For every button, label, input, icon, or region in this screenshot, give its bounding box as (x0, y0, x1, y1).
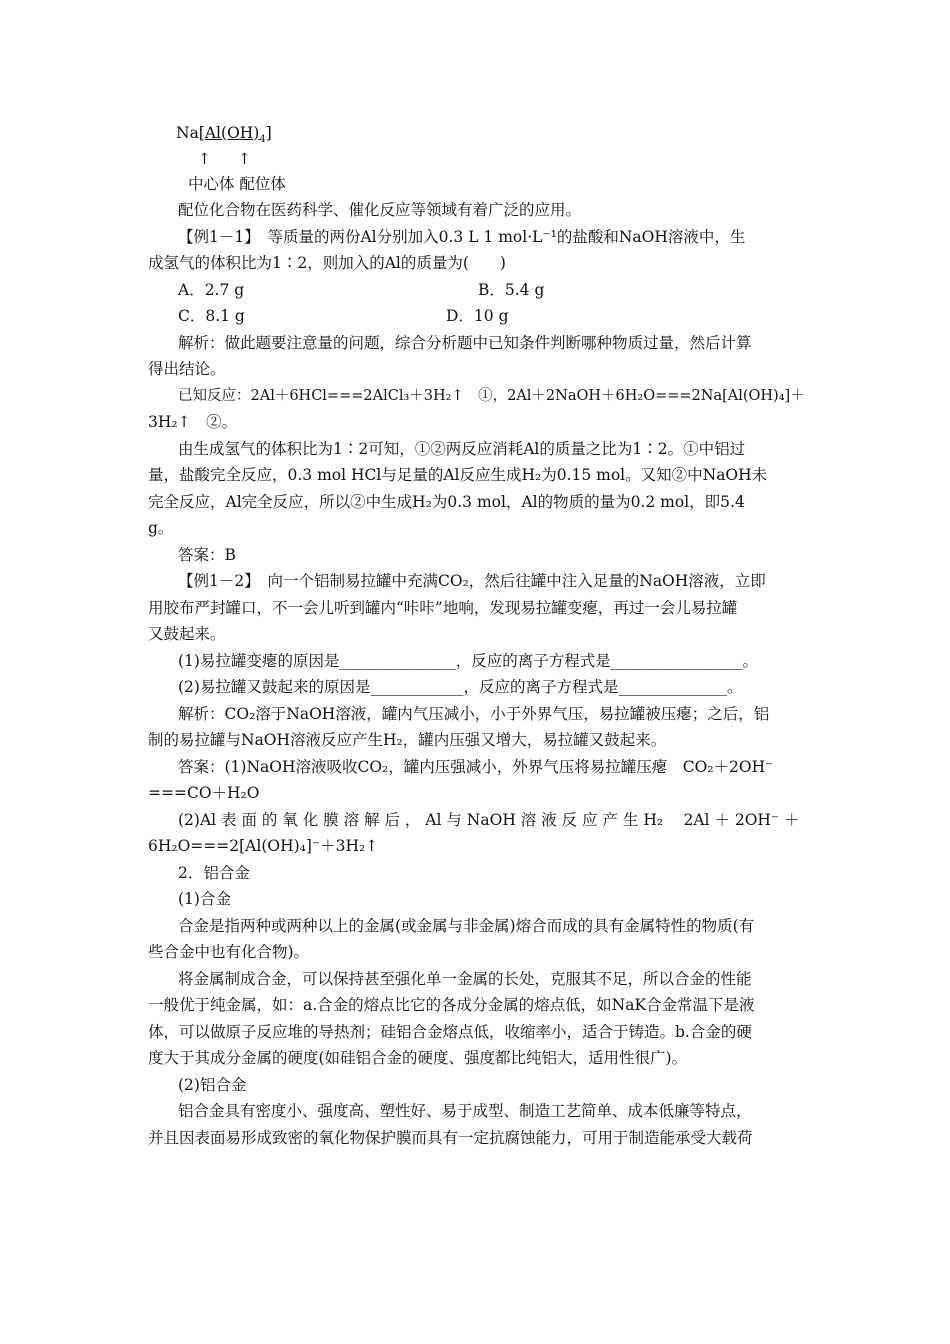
paragraph-line: 铝合金具有密度小、强度高、塑性好、易于成型、制造工艺简单、成本低廉等特点， (178, 1102, 752, 1120)
formula-oh: (OH) (221, 124, 260, 142)
options-row-1 (148, 277, 808, 304)
calculation-line: g。 (148, 519, 174, 537)
answer-line: ===CO＋H₂O (148, 784, 260, 802)
option-c: C．8.1 g (178, 307, 245, 325)
answer-line: 6H₂O===2[Al(OH)₄]⁻＋3H₂↑ (148, 837, 379, 855)
option-a: A．2.7 g (178, 280, 245, 299)
calculation-line: 量，盐酸完全反应，0.3 mol HCl与足量的Al反应生成H₂为0.15 mol。又知②中NaOH未 (148, 466, 768, 484)
document-body (148, 120, 808, 1151)
calculation-line: 完全反应，Al完全反应，所以②中生成H₂为0.3 mol，Al的物质的量为0.2 mol，即5.4 (148, 492, 745, 511)
example-heading: 【例1－1】 等质量的两份Al分别加入0.3 L 1 mol·L⁻¹的盐酸和NaOH溶液中，生 (178, 227, 746, 246)
analysis-line: 制的易拉罐与NaOH溶液反应产生H₂，罐内压强又增大，易拉罐又鼓起来。 (148, 731, 667, 749)
paragraph-line: 些合金中也有化合物)。 (148, 943, 310, 961)
section-heading: 2．铝合金 (178, 863, 250, 882)
question-1: (1)易拉罐变瘪的原因是_______________，反应的离子方程式是_________________。 (178, 651, 758, 670)
formula-na: Na[ (176, 124, 205, 142)
subsection-heading: (2)铝合金 (178, 1075, 247, 1094)
question-2: (2)易拉罐又鼓起来的原因是____________，反应的离子方程式是______________。 (178, 678, 743, 696)
options-row-2 (148, 303, 808, 330)
formula-al: Al (204, 124, 222, 142)
example-heading: 【例1－2】 向一个铝制易拉罐中充满CO₂，然后往罐中注入足量的NaOH溶液，立即 (178, 572, 766, 590)
example-line: 成氢气的体积比为1∶2，则加入的Al的质量为( ) (148, 254, 506, 272)
answer-line: 答案：B (178, 545, 236, 564)
example-line: 又鼓起来。 (148, 625, 226, 643)
answer-line: 答案：(1)NaOH溶液吸收CO₂，罐内压强减小，外界气压将易拉罐压瘪 CO₂＋2OH⁻ (178, 757, 774, 776)
answer-line: (2)Al 表 面 的 氧 化 膜 溶 解 后 ， Al 与 NaOH 溶 液 反 应 产 生 H₂ 2Al ＋ 2OH⁻ ＋ (178, 810, 800, 829)
paragraph-line: 将金属制成合金，可以保持甚至强化单一金属的长处，克服其不足，所以合金的性能 (178, 969, 752, 988)
calculation-line: 由生成氢气的体积比为1∶2可知，①②两反应消耗Al的质量之比为1∶2。①中铝过 (178, 439, 746, 458)
reaction-line: 已知反应：2Al＋6HCl===2AlCl₃＋3H₂↑ ①，2Al＋2NaOH＋6H₂O===2Na[Al(OH)₄]＋ (178, 387, 805, 404)
paragraph-line: 配位化合物在医药科学、催化反应等领域有着广泛的应用。 (178, 201, 582, 219)
option-d: D．10 g (446, 307, 509, 325)
formula-close: ] (265, 124, 272, 142)
paragraph-line: 一般优于纯金属，如：a.合金的熔点比它的各成分金属的熔点低，如NaK合金常温下是液 (148, 996, 755, 1014)
arrow-up-icon: ↑ (238, 149, 251, 168)
formula-arrows (148, 147, 808, 171)
formula-labels: 中心体 配位体 (188, 174, 286, 193)
complex-formula (148, 120, 808, 147)
paragraph-line: 体，可以做原子反应堆的导热剂；硅铝合金熔点低，收缩率小，适合于铸造。b.合金的硬 (148, 1022, 752, 1041)
analysis-line: 得出结论。 (148, 360, 226, 378)
paragraph-line: 度大于其成分金属的硬度(如硅铝合金的硬度、强度都比纯铝大，适用性很广)。 (148, 1049, 688, 1067)
formula-sub: 4 (259, 134, 266, 146)
arrow-up-icon: ↑ (198, 149, 211, 168)
reaction-line: 3H₂↑ ②。 (148, 413, 238, 431)
subsection-heading: (1)合金 (178, 890, 231, 908)
paragraph-line: 合金是指两种或两种以上的金属(或金属与非金属)熔合而成的具有金属特性的物质(有 (178, 916, 755, 935)
paragraph-line: 并且因表面易形成致密的氧化物保护膜而具有一定抗腐蚀能力，可用于制造能承受大载荷 (148, 1128, 753, 1147)
example-line: 用胶布严封罐口，不一会儿听到罐内“咔咔”地响，发现易拉罐变瘪，再过一会儿易拉罐 (148, 598, 738, 617)
analysis-line: 解析：CO₂溶于NaOH溶液，罐内气压减小，小于外界气压，易拉罐被压瘪；之后，铝 (178, 704, 770, 723)
analysis-line: 解析：做此题要注意量的问题，综合分析题中已知条件判断哪种物质过量，然后计算 (178, 333, 752, 352)
option-b: B．5.4 g (478, 280, 545, 299)
